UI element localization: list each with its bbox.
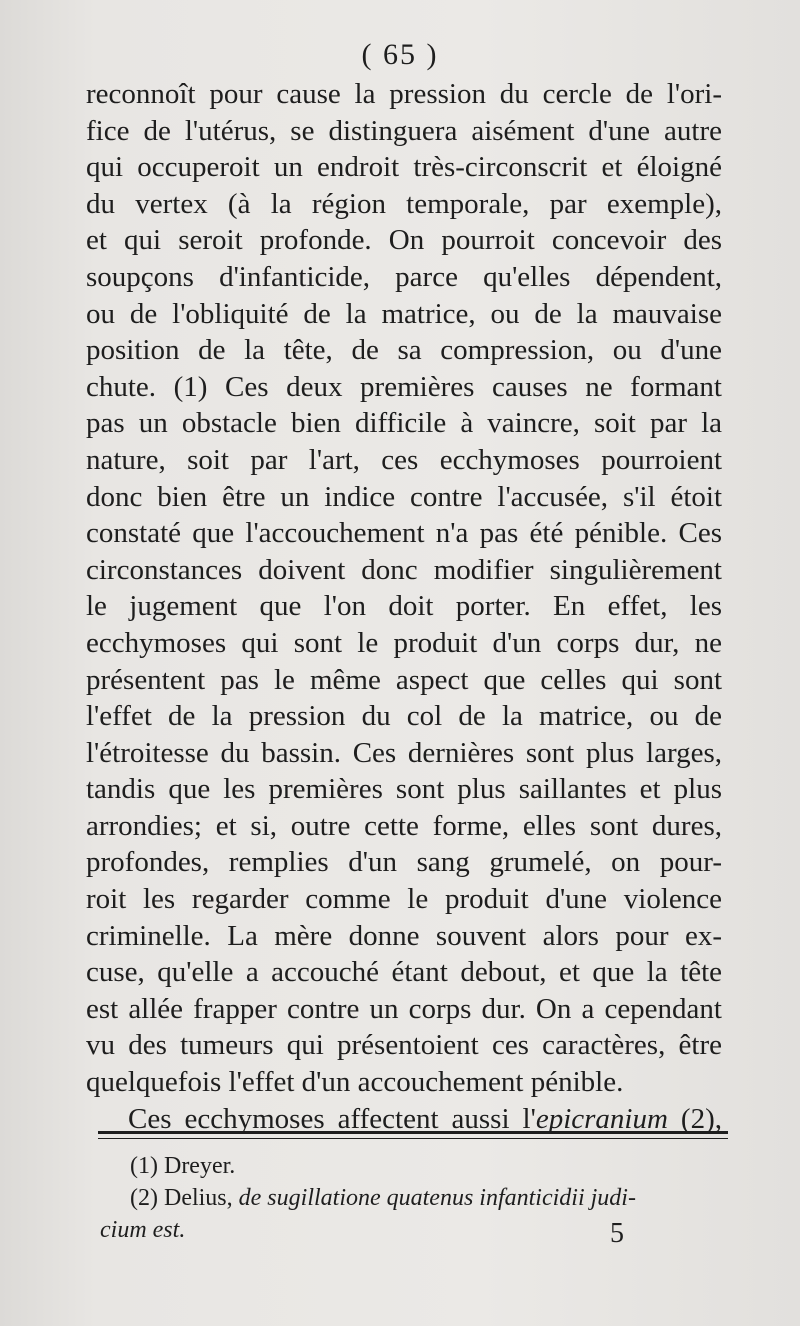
text-line: est allée frapper contre un corps dur. On a cependant (86, 992, 722, 1025)
text-line: position de la tête, de sa compression, ou d'une (86, 334, 722, 367)
text-line: présentent pas le même aspect que celles qui sont (86, 663, 722, 696)
text-line: l'étroitesse du bassin. Ces dernières sont plus larges, (86, 736, 722, 769)
text-line: vu des tumeurs qui présentoient ces caractères, être (86, 1029, 722, 1062)
footnote-2-author: (2) Delius, (130, 1185, 239, 1211)
footnotes (100, 1150, 730, 1246)
text-line: nature, soit par l'art, ces ecchymoses pourroient (86, 443, 722, 476)
text-line: roit les regarder comme le produit d'une violence (86, 883, 722, 916)
text-line: donc bien être un indice contre l'accusée, s'il étoit (86, 480, 722, 513)
footnote-rule (98, 1131, 728, 1134)
text-line: ou de l'obliquité de la matrice, ou de la mauvaise (86, 297, 722, 330)
text-line: reconnoît pour cause la pression du cercle de l'ori- (86, 78, 722, 110)
text-line: circonstances doivent donc modifier singulièrement (86, 553, 722, 586)
text-line: criminelle. La mère donne souvent alors pour ex- (86, 919, 722, 952)
text-line: arrondies; et si, outre cette forme, elles sont dures, (86, 809, 722, 842)
text-line: du vertex (à la région temporale, par exemple), (86, 187, 722, 220)
page-number: ( 65 ) (361, 38, 439, 71)
text-line: chute. (1) Ces deux premières causes ne formant (86, 370, 722, 403)
text-line: le jugement que l'on doit porter. En effet, les (86, 590, 722, 623)
text-run: (2), (667, 1102, 722, 1135)
footnote-2-title: de sugillatione quatenus infanticidii judi- (238, 1185, 636, 1211)
footnote-2-continued (100, 1214, 730, 1246)
text-run: Ces ecchymoses affectent aussi l' (128, 1102, 536, 1135)
paragraph-end-line: quelquefois l'effet d'un accouchement pénible. (86, 1066, 624, 1099)
body-text (86, 76, 722, 1137)
footnote-2 (100, 1182, 730, 1214)
text-line: profondes, remplies d'un sang grumelé, on pour- (86, 846, 722, 879)
italic-term: epicranium (535, 1102, 668, 1135)
text-line: constaté que l'accouchement n'a pas été pénible. Ces (86, 517, 722, 550)
footnote-rule-thin (98, 1138, 728, 1139)
text-line: soupçons d'infanticide, parce qu'elles dépendent, (86, 260, 722, 293)
footnote-2-title-end: cium est. (100, 1217, 186, 1243)
text-line: l'effet de la pression du col de la matrice, ou de (86, 700, 722, 733)
text-line: et qui seroit profonde. On pourroit concevoir des (86, 224, 722, 257)
footnote-1: (1) Dreyer. (130, 1153, 236, 1179)
text-line: cuse, qu'elle a accouché étant debout, et que la tête (86, 956, 722, 989)
text-line: pas un obstacle bien difficile à vaincre, soit par la (86, 407, 722, 440)
text-line: ecchymoses qui sont le produit d'un corps dur, ne (86, 626, 722, 659)
text-line: qui occuperoit un endroit très-circonscrit et éloigné (86, 151, 722, 184)
signature-mark: 5 (610, 1218, 624, 1249)
text-line: tandis que les premières sont plus saillantes et plus (86, 773, 722, 806)
text-line: fice de l'utérus, se distinguera aisément d'une autre (86, 114, 722, 147)
